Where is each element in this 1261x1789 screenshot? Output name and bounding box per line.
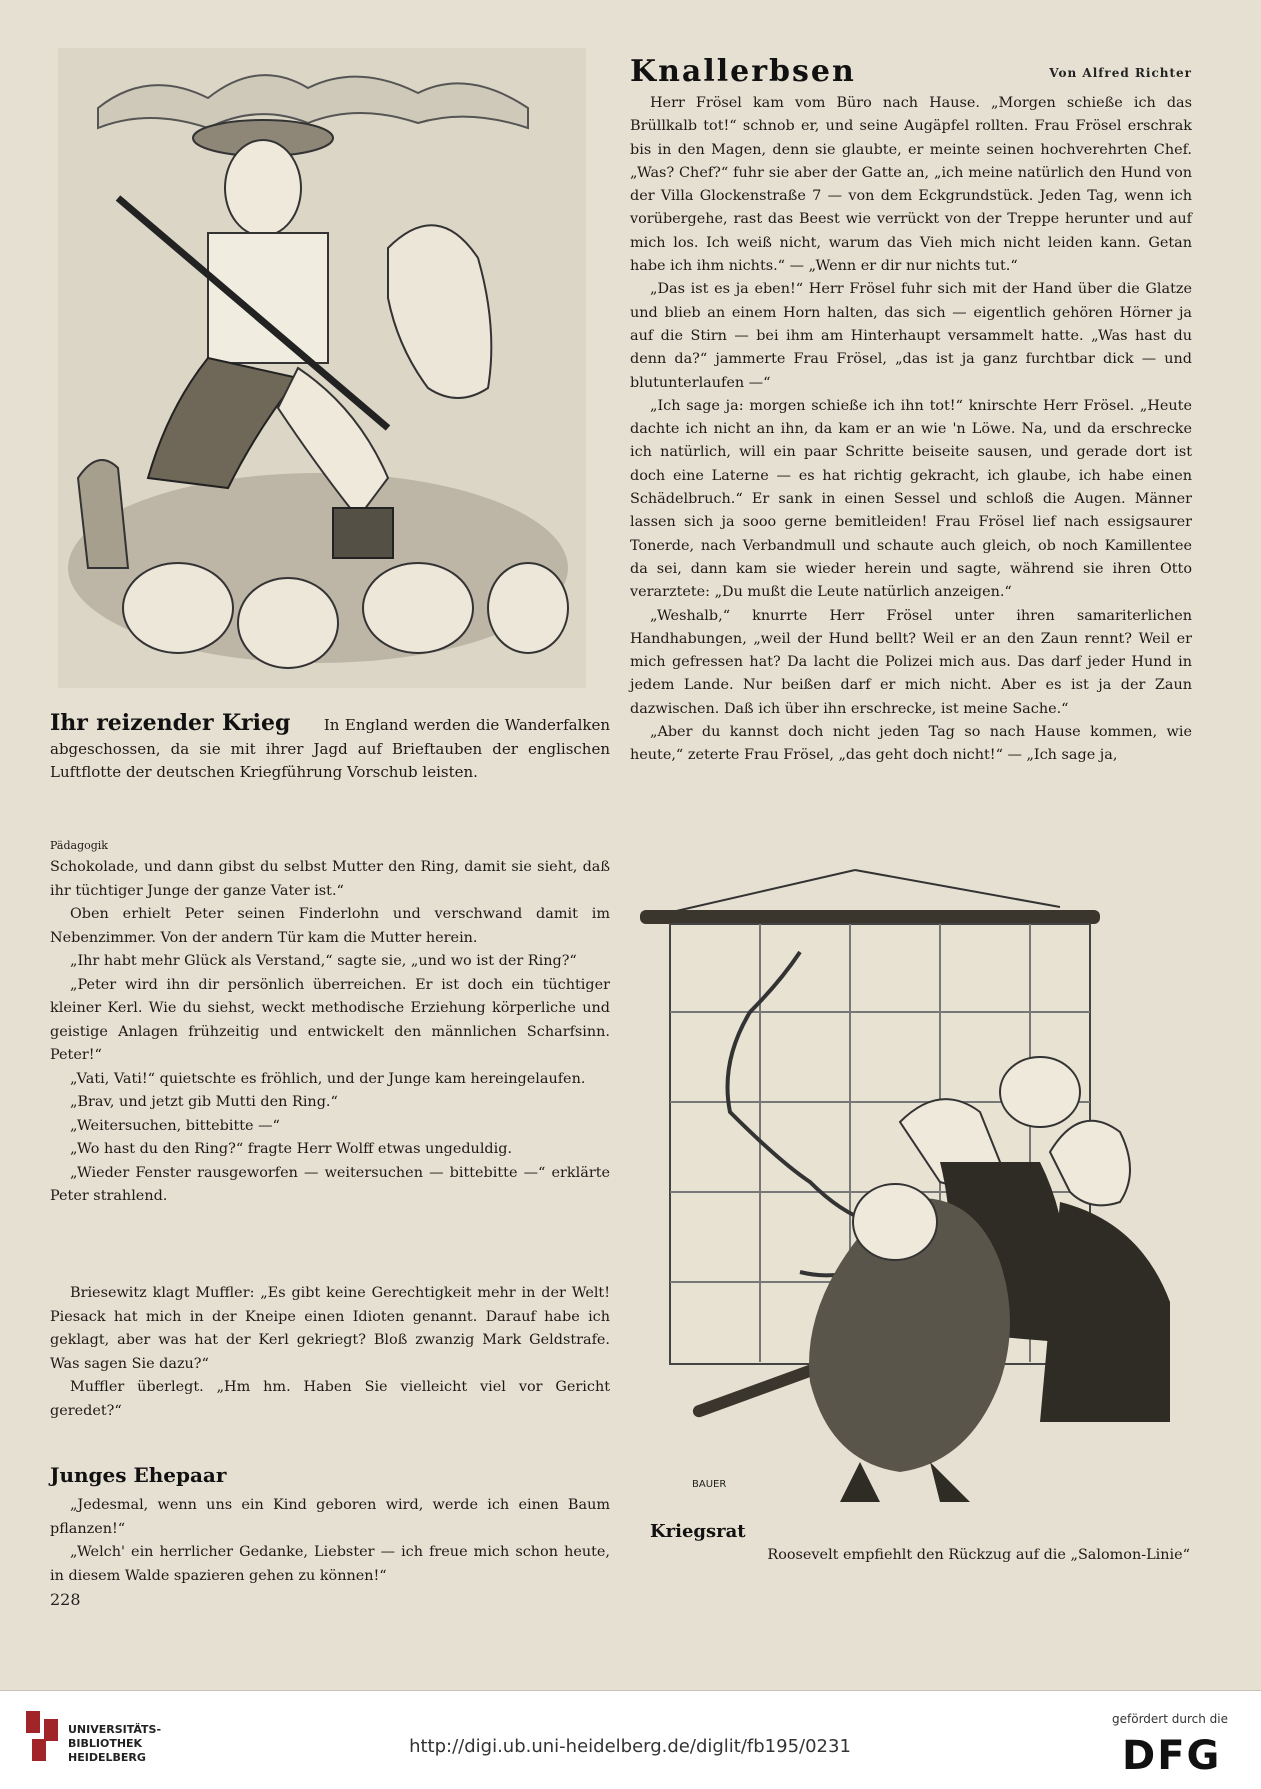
kriegsrat-title: Kriegsrat	[650, 1521, 746, 1542]
paedagogik-paragraph: „Ihr habt mehr Glück als Verstand,“ sagte sie, „und wo ist der Ring?“	[70, 953, 577, 969]
library-logo-icon	[26, 1711, 62, 1763]
paedagogik-paragraph: „Weitersuchen, bittebitte —“	[70, 1117, 280, 1134]
article-byline: Von Alfred Richter	[1049, 66, 1192, 80]
article-body	[630, 92, 1192, 768]
ehepaar-paragraph: „Welch' ein herrlicher Gedanke, Liebster — ich freue mich schon heute, in diesem Walde spazieren gehen zu können!“	[50, 1544, 610, 1584]
paedagogik-paragraph: „Peter wird ihn dir persönlich überreichen. Er ist doch ein tüchtiger kleiner Kerl. Wie du siehst, weckt methodische Erziehung körperliche und geistige Anlagen frühzeitig und entwickelt den männlichen Scharfsinn. Peter!“	[50, 976, 610, 1063]
kriegsrat-drawing	[640, 862, 1200, 1512]
ehepaar-section	[50, 1460, 610, 1588]
war-caption	[50, 712, 610, 785]
kriegsrat-illustration	[640, 862, 1200, 1512]
article-paragraph: Herr Frösel kam vom Büro nach Hause. „Morgen schieße ich das Brüllkalb tot!“ schnob er, und seine Augäpfel rollten. Frau Frösel erschrak bis in den Magen, denn sie glaubte, er meinte seinen hochverehrten Chef. „Was? Chef?“ fuhr sie aber der Gatte an, „ich meine natürlich den Hund von der Villa Glockenstraße 7 — von dem Eckgrundstück. Jeden Tag, wenn ich vorübergehe, rast das Beest wie verrückt von der Treppe herunter und auf mich los. Ich weiß nicht, warum das Vieh mich nicht leiden kann. Getan habe ich ihm nichts.“ — „Wenn er dir nur nichts tut.“	[630, 95, 1192, 275]
kriegsrat-signature: BAUER	[692, 1479, 727, 1490]
briesewitz-section	[50, 1282, 610, 1423]
briesewitz-paragraph: Briesewitz klagt Muffler: „Es gibt keine Gerechtigkeit mehr in der Welt! Piesack hat mich in der Kneipe einen Idioten genannt. Darauf habe ich geklagt, aber was hat der Kerl gekriegt? Bloß zwanzig Mark Geldstrafe. Was sagen Sie dazu?“	[50, 1285, 610, 1372]
article-paragraph: „Weshalb,“ knurrte Herr Frösel unter ihren samariterlichen Handhabungen, „weil der Hund bellt? Weil er an den Zaun rennt? Weil er mich gefressen hat? Da lacht die Polizei mich aus. Das darf jeder Hund in jedem Lande. Nur beißen darf er mich nicht. Aber es ist ja der Zaun dazwischen. Daß ich über ihn erschrecke, ist meine Sache.“	[630, 607, 1192, 717]
war-caption-title: Ihr reizender Krieg	[50, 710, 291, 736]
library-name-line: HEIDELBERG	[68, 1751, 146, 1764]
ehepaar-paragraph: „Jedesmal, wenn uns ein Kind geboren wird, werde ich einen Baum pflanzen!“	[50, 1497, 610, 1537]
paedagogik-paragraph: Schokolade, und dann gibst du selbst Mutter den Ring, damit sie sieht, daß ihr tüchtiger Junge der ganze Vater ist.“	[50, 859, 610, 899]
article-title: Knallerbsen	[630, 54, 856, 89]
library-name	[68, 1723, 161, 1765]
paedagogik-paragraph: „Wieder Fenster rausgeworfen — weitersuchen — bittebitte —“ erklärte Peter strahlend.	[50, 1164, 610, 1204]
ehepaar-title: Junges Ehepaar	[50, 1463, 227, 1487]
paedagogik-label: Pädagogik	[50, 839, 108, 852]
article-header	[630, 54, 1192, 90]
article-paragraph: „Aber du kannst doch nicht jeden Tag so nach Hause kommen, wie heute,“ zeterte Frau Frösel, „das geht doch nicht!“ — „Ich sage ja,	[630, 724, 1192, 764]
paedagogik-section	[50, 838, 610, 1209]
kriegsrat-text: Roosevelt empfiehlt den Rückzug auf die „Salomon-Linie“	[767, 1547, 1190, 1563]
kriegsrat-caption	[650, 1520, 1190, 1568]
library-name-line: BIBLIOTHEK	[68, 1737, 143, 1750]
paedagogik-paragraph: „Brav, und jetzt gib Mutti den Ring.“	[70, 1094, 338, 1110]
war-caption-text: In England werden die Wanderfalken abgeschossen, da sie mit ihrer Jagd auf Brieftauben der englischen Luftflotte der deutschen Kriegführung Vorschub leisten.	[50, 716, 610, 781]
briesewitz-paragraph: Muffler überlegt. „Hm hm. Haben Sie vielleicht viel vor Gericht geredet?“	[50, 1379, 610, 1419]
article-paragraph: „Das ist es ja eben!“ Herr Frösel fuhr sich mit der Hand über die Glatze und blieb an einem Horn halten, das sich — eigentlich gehören Hörner ja auf die Stirn — bei ihm am Hinterhaupt versammelt hatte. „Was hast du denn da?“ jammerte Frau Frösel, „das ist ja ganz furchtbar dick — und blutunterlaufen —“	[630, 281, 1192, 391]
dfg-logo: DFG	[1122, 1733, 1222, 1779]
funded-by-label: gefördert durch die	[1112, 1712, 1228, 1726]
library-name-line: UNIVERSITÄTS-	[68, 1723, 162, 1736]
article-paragraph: „Ich sage ja: morgen schieße ich ihn tot!“ knirschte Herr Frösel. „Heute dachte ich nicht an ihn, da kam er an wie 'n Löwe. Na, und da erschrecke ich natürlich, will ein paar Schritte beiseite sausen, und gerade dort ist doch eine Laterne — es hat richtig gekracht, ich glaube, ich habe einen Schädelbruch.“ Er sank in einen Sessel und schloß die Augen. Männer lassen sich ja sooo gerne bemitleiden! Frau Frösel lief nach essigsaurer Tonerde, nach Verbandmull und schaute auch gleich, ob noch Kamillentee da sei, dann kam sie wieder herein und sagte, während sie ihren Otto verarztete: „Du mußt die Leute natürlich anzeigen.“	[630, 397, 1192, 601]
paedagogik-paragraph: „Wo hast du den Ring?“ fragte Herr Wolff etwas ungeduldig.	[70, 1141, 513, 1157]
permalink-url[interactable]: http://digi.ub.uni-heidelberg.de/diglit/fb195/0231	[409, 1736, 851, 1757]
war-illustration	[58, 48, 586, 688]
page-number: 228	[50, 1590, 81, 1609]
paedagogik-paragraph: „Vati, Vati!“ quietschte es fröhlich, und der Junge kam hereingelaufen.	[70, 1070, 586, 1087]
paedagogik-paragraph: Oben erhielt Peter seinen Finderlohn und verschwand damit im Nebenzimmer. Von der andern Tür kam die Mutter herein.	[50, 906, 610, 946]
war-illustration-drawing	[58, 48, 586, 688]
